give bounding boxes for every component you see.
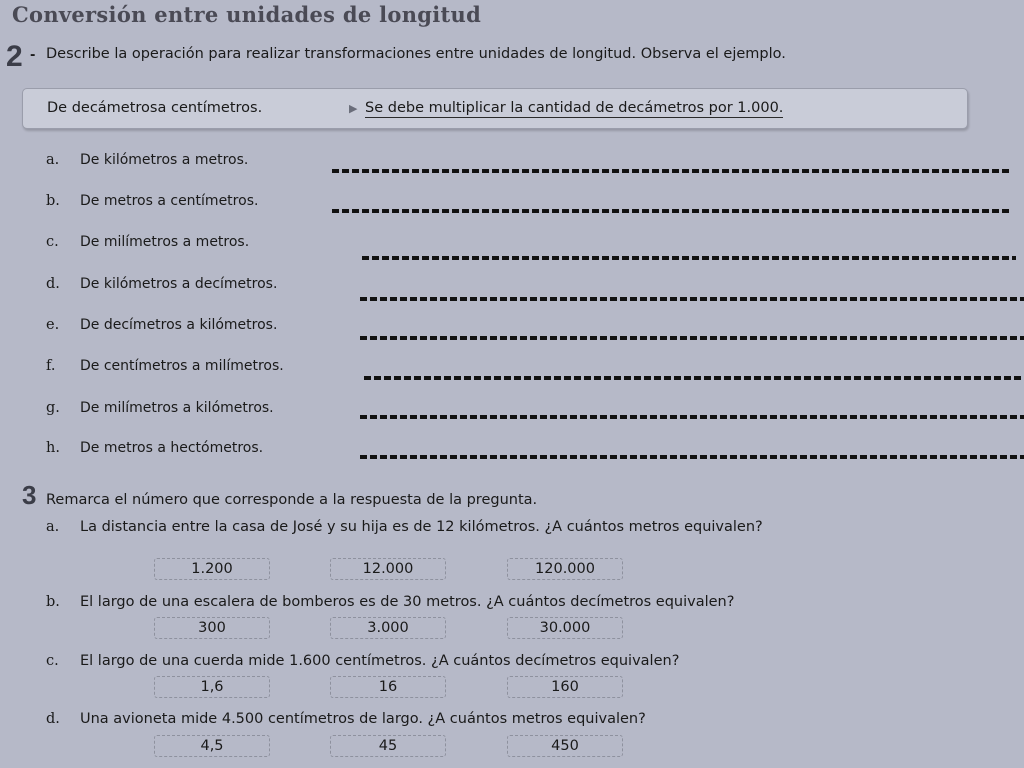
answer-option[interactable]: 3.000 [330,617,446,639]
answer-line-c[interactable] [362,256,1016,260]
answer-option[interactable]: 4,5 [154,735,270,757]
answer-line-h[interactable] [360,455,1024,459]
answer-option[interactable]: 30.000 [507,617,623,639]
answer-line-f[interactable] [364,376,1024,380]
question-letter: a. [46,519,60,535]
item-text: De kilómetros a metros. [80,152,249,168]
question-text: El largo de una escalera de bomberos es de 30 metros. ¿A cuántos decímetros equivalen? [80,594,735,610]
item-letter: e. [46,317,60,333]
answer-option[interactable]: 1.200 [154,558,270,580]
question-a [46,519,926,535]
answer-option[interactable]: 120.000 [507,558,623,580]
question-text: Una avioneta mide 4.500 centímetros de largo. ¿A cuántos metros equivalen? [80,711,646,727]
item-text: De kilómetros a decímetros. [80,276,278,292]
answer-line-b[interactable] [332,209,1012,213]
question-letter: d. [46,711,60,727]
question-letter: c. [46,653,59,669]
worksheet-title: Conversión entre unidades de longitud [12,2,482,27]
item-text: De centímetros a milímetros. [80,358,284,374]
item-g [46,400,274,416]
answer-option[interactable]: 160 [507,676,623,698]
item-text: De milímetros a kilómetros. [80,400,274,416]
answer-line-g[interactable] [360,415,1024,419]
section-2-dash: - [30,48,36,63]
answer-option[interactable]: 450 [507,735,623,757]
question-text: La distancia entre la casa de José y su hija es de 12 kilómetros. ¿A cuántos metros equivalen? [80,519,763,535]
example-question: De decámetrosa centímetros. [47,100,263,116]
answer-option[interactable]: 16 [330,676,446,698]
question-letter: b. [46,594,60,610]
answer-line-e[interactable] [360,336,1024,340]
item-b [46,193,258,209]
item-letter: h. [46,440,60,456]
answer-option[interactable]: 45 [330,735,446,757]
item-text: De metros a hectómetros. [80,440,264,456]
question-text: El largo de una cuerda mide 1.600 centímetros. ¿A cuántos decímetros equivalen? [80,653,680,669]
item-letter: f. [46,358,56,374]
answer-option[interactable]: 300 [154,617,270,639]
section-3-number: 3 [22,480,37,510]
item-d [46,276,277,292]
answer-line-a[interactable] [332,169,1010,173]
question-b [46,594,1016,610]
item-a [46,152,248,168]
example-answer: Se debe multiplicar la cantidad de decámetros por 1.000. [365,100,784,116]
item-f [46,358,284,374]
item-text: De decímetros a kilómetros. [80,317,278,333]
section-3-instruction: Remarca el número que corresponde a la respuesta de la pregunta. [46,492,538,508]
section-2-instruction: Describe la operación para realizar transformaciones entre unidades de longitud. Observa el ejemplo. [46,46,786,62]
question-d [46,711,1016,727]
section-2-number: 2 [6,40,23,73]
item-e [46,317,277,333]
item-letter: b. [46,193,60,209]
arrow-right-icon: ▶ [349,102,358,115]
item-letter: a. [46,152,60,168]
example-box [22,88,968,129]
item-text: De metros a centímetros. [80,193,259,209]
item-text: De milímetros a metros. [80,234,250,250]
answer-line-d[interactable] [360,297,1024,301]
item-letter: d. [46,276,60,292]
item-letter: c. [46,234,59,250]
item-c [46,234,249,250]
answer-option[interactable]: 12.000 [330,558,446,580]
question-c [46,653,1016,669]
item-h [46,440,263,456]
answer-option[interactable]: 1,6 [154,676,270,698]
item-letter: g. [46,400,60,416]
